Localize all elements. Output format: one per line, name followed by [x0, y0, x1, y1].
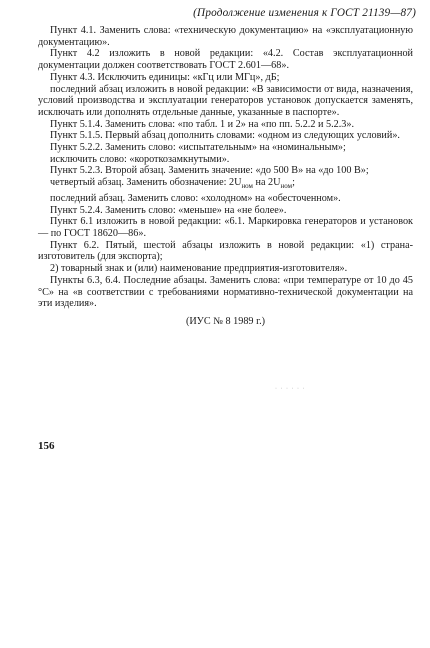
paragraph: Пункт 4.1. Заменить слова: «техническую документацию» на «эксплуатационную документацию».	[38, 25, 413, 48]
footer-note: (ИУС № 8 1989 г.)	[185, 315, 266, 327]
paragraph: Пункт 4.3. Исключить единицы: «кГц или МГц», дБ;	[50, 71, 280, 83]
text-fragment: четвертый абзац. Заменить обозначение: 2U	[50, 177, 242, 189]
paragraph: последний абзац. Заменить слово: «холодном» на «обесточенном».	[50, 192, 341, 204]
paragraph: Пункт 5.2.3. Второй абзац. Заменить значение: «до 500 В» на «до 100 В»;	[50, 165, 369, 177]
subscript: ном	[280, 182, 293, 191]
paragraph: 2) товарный знак и (или) наименование предприятия-изготовителя».	[50, 263, 348, 275]
paragraph: Пункт 4.2 изложить в новой редакции: «4.2. Состав эксплуатационной документации должен соответствовать ГОСТ 2.601—68».	[38, 48, 413, 72]
paragraph: последний абзац изложить в новой редакции: «В зависимости от вида, назначения, условий производства и эксплуатации генераторов установок допускается заменять, исключать или дополнять отдельные данные, указанные в паспорте».	[38, 83, 413, 118]
text-fragment: ;	[292, 177, 295, 189]
paragraph: Пункт 5.1.5. Первый абзац дополнить словами: «одном из следующих условий».	[50, 130, 400, 142]
page-header: (Продолжение изменения к ГОСТ 21139—87)	[193, 7, 416, 19]
paragraph: Пункт 6.1 изложить в новой редакции: «6.1. Маркировка генераторов и установок — по ГОСТ 18620—86».	[38, 216, 413, 239]
paragraph: Пункт 5.2.4. Заменить слово: «меньше» на «не более».	[50, 204, 287, 216]
paragraph-with-subscripts	[38, 177, 413, 193]
paragraph: Пункты 6.3, 6.4. Последние абзацы. Заменить слова: «при температуре от 10 до 45 °С» на «в соответствии с требованиями нормативно-технической документации на эти изделия».	[38, 274, 413, 310]
paragraph: исключить слово: «короткозамкнутыми».	[50, 153, 230, 165]
text-fragment: на 2U	[252, 177, 281, 189]
page-number: 156	[38, 440, 55, 452]
paragraph: Пункт 6.2. Пятый, шестой абзацы изложить в новой редакции: «1) страна-изготовитель (для экспорта);	[38, 239, 413, 263]
scan-dots: · · · · · ·	[275, 386, 306, 392]
document-body	[38, 25, 413, 328]
paragraph: Пункт 5.2.2. Заменить слово: «испытательным» на «номинальным»;	[50, 142, 346, 154]
paragraph: Пункт 5.1.4. Заменить слова: «по табл. 1 и 2» на «по пп. 5.2.2 и 5.2.3».	[50, 118, 355, 130]
subscript: ном	[241, 182, 253, 191]
